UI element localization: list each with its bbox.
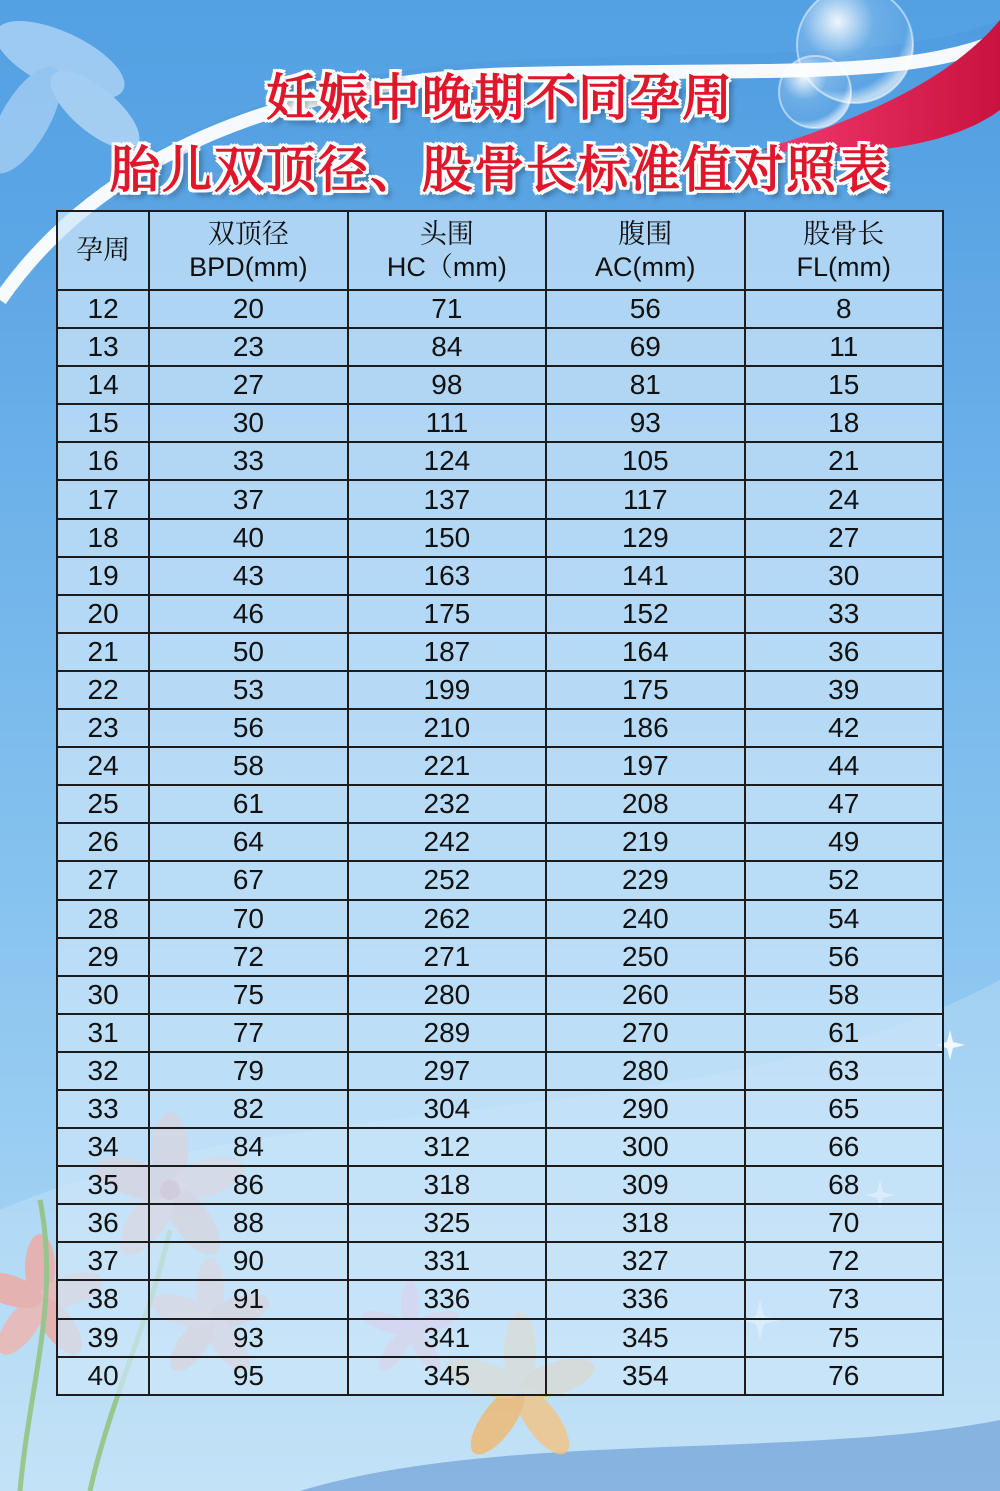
table-row [57, 709, 943, 747]
cell-week: 21 [57, 633, 149, 671]
table-row [57, 1128, 943, 1166]
cell-hc: 345 [348, 1357, 546, 1395]
cell-fl: 21 [745, 442, 943, 480]
table-row [57, 519, 943, 557]
cell-fl: 58 [745, 976, 943, 1014]
cell-week: 34 [57, 1128, 149, 1166]
cell-week: 23 [57, 709, 149, 747]
cell-week: 20 [57, 595, 149, 633]
cell-ac: 270 [546, 1014, 744, 1052]
header-unit: AC(mm) [595, 251, 696, 282]
cell-bpd: 88 [149, 1204, 347, 1242]
poster-title-line2: 胎儿双顶径、股骨长标准值对照表 [110, 141, 890, 199]
cell-ac: 117 [546, 480, 744, 518]
cell-week: 27 [57, 861, 149, 899]
table-row [57, 1242, 943, 1280]
cell-hc: 304 [348, 1090, 546, 1128]
cell-week: 39 [57, 1319, 149, 1357]
cell-fl: 49 [745, 823, 943, 861]
table-row [57, 328, 943, 366]
cell-fl: 8 [745, 290, 943, 328]
cell-hc: 289 [348, 1014, 546, 1052]
cell-ac: 186 [546, 709, 744, 747]
cell-fl: 54 [745, 900, 943, 938]
table-row [57, 633, 943, 671]
cell-hc: 325 [348, 1204, 546, 1242]
cell-week: 15 [57, 404, 149, 442]
cell-fl: 33 [745, 595, 943, 633]
cell-hc: 331 [348, 1242, 546, 1280]
cell-hc: 297 [348, 1052, 546, 1090]
cell-ac: 105 [546, 442, 744, 480]
cell-bpd: 79 [149, 1052, 347, 1090]
cell-hc: 271 [348, 938, 546, 976]
cell-week: 30 [57, 976, 149, 1014]
cell-week: 24 [57, 747, 149, 785]
table-body [57, 290, 943, 1395]
cell-ac: 280 [546, 1052, 744, 1090]
cell-ac: 336 [546, 1280, 744, 1318]
cell-fl: 66 [745, 1128, 943, 1166]
cell-week: 29 [57, 938, 149, 976]
cell-bpd: 46 [149, 595, 347, 633]
header-ac [546, 211, 744, 290]
table-row [57, 823, 943, 861]
poster-title-line1: 妊娠中晚期不同孕周 [266, 69, 734, 127]
header-hc [348, 211, 546, 290]
header-label: 股骨长 [803, 218, 885, 249]
cell-week: 25 [57, 785, 149, 823]
cell-hc: 199 [348, 671, 546, 709]
cell-hc: 280 [348, 976, 546, 1014]
cell-ac: 309 [546, 1166, 744, 1204]
table-row [57, 1204, 943, 1242]
cell-ac: 208 [546, 785, 744, 823]
fetal-measurement-table [56, 210, 944, 1396]
cell-ac: 354 [546, 1357, 744, 1395]
cell-fl: 39 [745, 671, 943, 709]
cell-bpd: 20 [149, 290, 347, 328]
cell-fl: 24 [745, 480, 943, 518]
header-label: 孕周 [76, 235, 131, 265]
cell-bpd: 77 [149, 1014, 347, 1052]
cell-bpd: 33 [149, 442, 347, 480]
cell-week: 32 [57, 1052, 149, 1090]
cell-hc: 318 [348, 1166, 546, 1204]
cell-hc: 221 [348, 747, 546, 785]
cell-ac: 219 [546, 823, 744, 861]
cell-fl: 42 [745, 709, 943, 747]
cell-week: 12 [57, 290, 149, 328]
table-row [57, 1280, 943, 1318]
cell-fl: 70 [745, 1204, 943, 1242]
cell-bpd: 53 [149, 671, 347, 709]
cell-hc: 187 [348, 633, 546, 671]
cell-fl: 65 [745, 1090, 943, 1128]
cell-week: 16 [57, 442, 149, 480]
cell-fl: 15 [745, 366, 943, 404]
table-row [57, 671, 943, 709]
cell-bpd: 61 [149, 785, 347, 823]
cell-hc: 262 [348, 900, 546, 938]
cell-bpd: 40 [149, 519, 347, 557]
cell-ac: 250 [546, 938, 744, 976]
cell-bpd: 93 [149, 1319, 347, 1357]
header-label: 腹围 [618, 218, 673, 249]
cell-week: 17 [57, 480, 149, 518]
table-row [57, 861, 943, 899]
cell-hc: 71 [348, 290, 546, 328]
cell-fl: 52 [745, 861, 943, 899]
cell-bpd: 75 [149, 976, 347, 1014]
cell-hc: 98 [348, 366, 546, 404]
cell-bpd: 30 [149, 404, 347, 442]
table-row [57, 1319, 943, 1357]
cell-bpd: 91 [149, 1280, 347, 1318]
cell-bpd: 43 [149, 557, 347, 595]
cell-hc: 312 [348, 1128, 546, 1166]
header-bpd [149, 211, 347, 290]
table-row [57, 1052, 943, 1090]
cell-ac: 229 [546, 861, 744, 899]
cell-ac: 141 [546, 557, 744, 595]
cell-fl: 73 [745, 1280, 943, 1318]
cell-ac: 197 [546, 747, 744, 785]
cell-hc: 232 [348, 785, 546, 823]
cell-week: 37 [57, 1242, 149, 1280]
cell-fl: 30 [745, 557, 943, 595]
cell-week: 26 [57, 823, 149, 861]
cell-bpd: 72 [149, 938, 347, 976]
cell-bpd: 95 [149, 1357, 347, 1395]
header-label: 双顶径 [207, 218, 289, 249]
cell-week: 22 [57, 671, 149, 709]
cell-fl: 76 [745, 1357, 943, 1395]
cell-week: 33 [57, 1090, 149, 1128]
cell-fl: 72 [745, 1242, 943, 1280]
cell-fl: 63 [745, 1052, 943, 1090]
cell-bpd: 23 [149, 328, 347, 366]
table-row [57, 1014, 943, 1052]
cell-hc: 341 [348, 1319, 546, 1357]
cell-bpd: 70 [149, 900, 347, 938]
cell-ac: 327 [546, 1242, 744, 1280]
cell-fl: 18 [745, 404, 943, 442]
cell-fl: 47 [745, 785, 943, 823]
cell-bpd: 50 [149, 633, 347, 671]
table-row [57, 938, 943, 976]
cell-bpd: 37 [149, 480, 347, 518]
cell-fl: 27 [745, 519, 943, 557]
cell-ac: 260 [546, 976, 744, 1014]
cell-fl: 11 [745, 328, 943, 366]
header-fl [745, 211, 943, 290]
cell-fl: 75 [745, 1319, 943, 1357]
table-row [57, 747, 943, 785]
cell-ac: 93 [546, 404, 744, 442]
table-row [57, 785, 943, 823]
cell-ac: 345 [546, 1319, 744, 1357]
header-unit: FL(mm) [796, 251, 891, 282]
cell-ac: 318 [546, 1204, 744, 1242]
cell-fl: 36 [745, 633, 943, 671]
cell-hc: 163 [348, 557, 546, 595]
cell-hc: 84 [348, 328, 546, 366]
cell-fl: 44 [745, 747, 943, 785]
table-row [57, 1357, 943, 1395]
cell-hc: 150 [348, 519, 546, 557]
cell-fl: 56 [745, 938, 943, 976]
cell-bpd: 56 [149, 709, 347, 747]
cell-bpd: 90 [149, 1242, 347, 1280]
cell-fl: 68 [745, 1166, 943, 1204]
cell-ac: 290 [546, 1090, 744, 1128]
cell-week: 31 [57, 1014, 149, 1052]
table-row [57, 366, 943, 404]
table-row [57, 976, 943, 1014]
cell-hc: 111 [348, 404, 546, 442]
header-gestational-week [57, 211, 149, 290]
header-unit: BPD(mm) [189, 251, 308, 282]
cell-ac: 129 [546, 519, 744, 557]
cell-bpd: 82 [149, 1090, 347, 1128]
cell-hc: 336 [348, 1280, 546, 1318]
table-row [57, 1090, 943, 1128]
cell-week: 13 [57, 328, 149, 366]
table-row [57, 290, 943, 328]
cell-week: 14 [57, 366, 149, 404]
cell-hc: 137 [348, 480, 546, 518]
table-row [57, 1166, 943, 1204]
cell-week: 38 [57, 1280, 149, 1318]
cell-week: 35 [57, 1166, 149, 1204]
cell-ac: 81 [546, 366, 744, 404]
table-row [57, 404, 943, 442]
cell-ac: 240 [546, 900, 744, 938]
table-row [57, 442, 943, 480]
cell-hc: 210 [348, 709, 546, 747]
table-row [57, 900, 943, 938]
cell-week: 36 [57, 1204, 149, 1242]
cell-ac: 69 [546, 328, 744, 366]
cell-bpd: 58 [149, 747, 347, 785]
cell-ac: 300 [546, 1128, 744, 1166]
cell-week: 28 [57, 900, 149, 938]
cell-bpd: 86 [149, 1166, 347, 1204]
table-row [57, 595, 943, 633]
cell-bpd: 27 [149, 366, 347, 404]
table-header-row [57, 211, 943, 290]
cell-hc: 124 [348, 442, 546, 480]
cell-hc: 242 [348, 823, 546, 861]
cell-hc: 252 [348, 861, 546, 899]
cell-hc: 175 [348, 595, 546, 633]
cell-fl: 61 [745, 1014, 943, 1052]
cell-ac: 152 [546, 595, 744, 633]
cell-ac: 56 [546, 290, 744, 328]
cell-bpd: 67 [149, 861, 347, 899]
cell-ac: 175 [546, 671, 744, 709]
table-row [57, 480, 943, 518]
cell-bpd: 64 [149, 823, 347, 861]
table-row [57, 557, 943, 595]
header-unit: HC（mm) [386, 251, 507, 282]
cell-ac: 164 [546, 633, 744, 671]
cell-week: 19 [57, 557, 149, 595]
cell-week: 40 [57, 1357, 149, 1395]
header-label: 头围 [419, 218, 474, 249]
cell-bpd: 84 [149, 1128, 347, 1166]
cell-week: 18 [57, 519, 149, 557]
